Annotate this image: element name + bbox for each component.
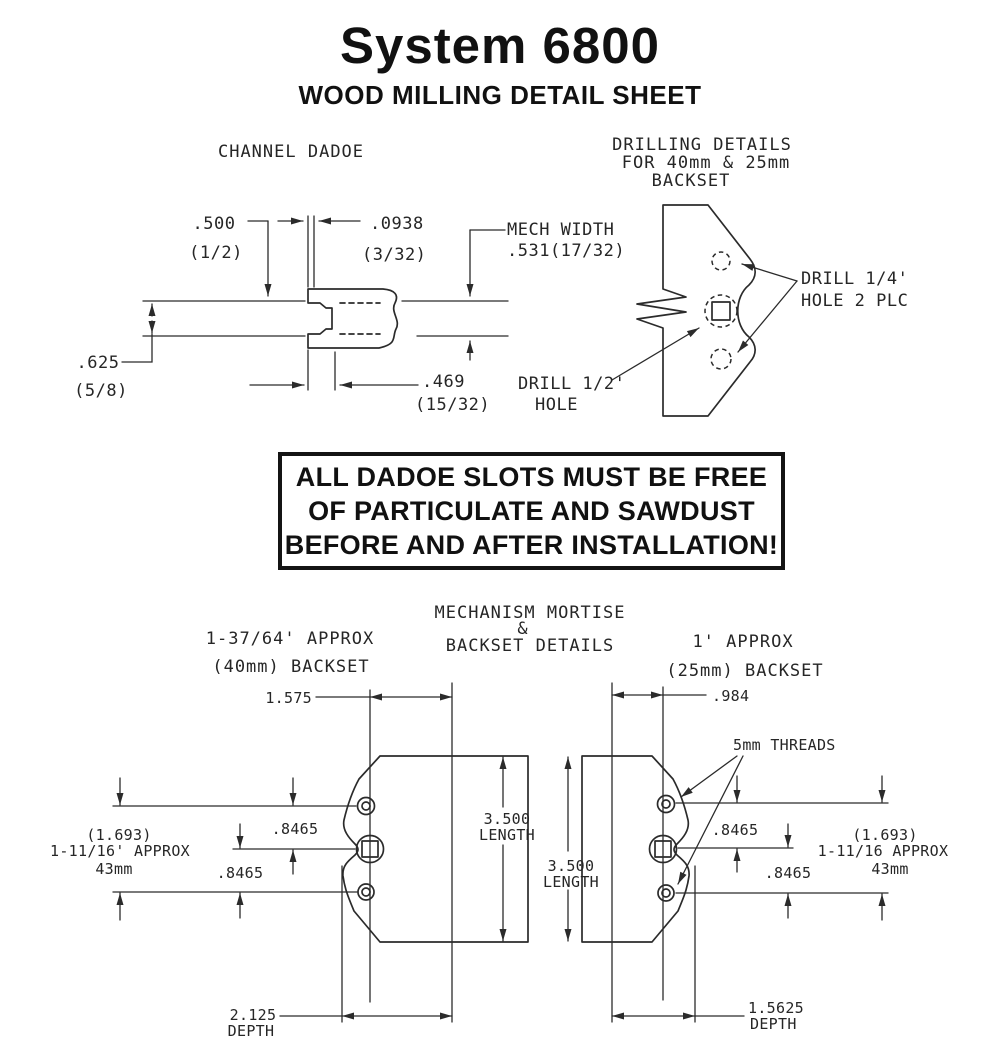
dim-spacing-bottom: .8465 xyxy=(216,864,264,882)
dim-channel-slot-frac: (3/32) xyxy=(362,245,427,265)
leader-arrow xyxy=(742,264,797,281)
mortise-section xyxy=(50,603,948,1040)
dim-channel-flange-frac: (15/32) xyxy=(415,395,491,415)
leader-arrow xyxy=(612,328,699,380)
dim-overall-approx: 1-11/16 APPROX xyxy=(817,842,949,860)
dim-length-value: 3.500 xyxy=(547,857,595,875)
drilling-title-line2: FOR 40mm & 25mm xyxy=(621,153,791,173)
right-backset-header-line1: 1' APPROX xyxy=(692,632,794,652)
dim-length-label: LENGTH xyxy=(543,873,599,891)
dim-backset-40mm: 1.575 xyxy=(265,689,312,707)
mortise-title-amp: & xyxy=(517,619,529,639)
dim-depth-value: 2.125 xyxy=(229,1006,277,1024)
dim-length-value: 3.500 xyxy=(483,810,531,828)
dim-spacing-top: .8465 xyxy=(711,821,759,839)
drilling-details-diagram xyxy=(518,135,908,416)
drilling-title-line3: BACKSET xyxy=(651,171,731,191)
half-hole-circle xyxy=(705,295,737,327)
dim-channel-slot: .0938 xyxy=(370,214,424,234)
dim-channel-height-frac: (5/8) xyxy=(74,381,128,401)
quarter-hole-top xyxy=(712,252,730,270)
label-drill-half-line2: HOLE xyxy=(535,395,578,415)
label-threads: 5mm THREADS xyxy=(733,736,836,754)
dim-overall-inches: (1.693) xyxy=(852,826,918,844)
label-mech-width: MECH WIDTH xyxy=(507,220,615,240)
dim-depth-value: 1.5625 xyxy=(748,999,804,1017)
leader-arrow xyxy=(738,281,797,352)
screw-hole-top xyxy=(358,798,375,815)
screw-hole-top xyxy=(658,796,675,813)
dim-channel-depth: .500 xyxy=(192,214,236,234)
page-subtitle: WOOD MILLING DETAIL SHEET xyxy=(298,80,702,110)
screw-hole-bottom xyxy=(658,885,674,901)
screw-hole-bottom-inner xyxy=(362,888,370,896)
spindle-square-hole xyxy=(712,302,730,320)
dim-overall-mm: 43mm xyxy=(871,860,909,878)
left-backset-header-line2: (40mm) BACKSET xyxy=(212,657,370,677)
channel-profile-outline xyxy=(308,289,397,348)
label-drill-half-line1: DRILL 1/2' xyxy=(518,374,626,394)
dim-mech-width-value: .531(17/32) xyxy=(507,241,626,261)
mortise-40mm-diagram xyxy=(50,683,535,1040)
dim-spacing-top: .8465 xyxy=(271,820,319,838)
dim-depth-label: DEPTH xyxy=(750,1015,797,1033)
leader-line xyxy=(122,334,152,362)
quarter-hole-bottom xyxy=(711,349,731,369)
dim-channel-flange: .469 xyxy=(422,372,465,392)
dim-depth-label: DEPTH xyxy=(227,1022,275,1040)
screw-hole-bottom xyxy=(358,884,374,900)
dim-channel-height: .625 xyxy=(76,353,120,373)
left-backset-header-line1: 1-37/64' APPROX xyxy=(205,629,375,649)
mortise-body-outline xyxy=(582,756,689,942)
mortise-25mm-diagram xyxy=(543,683,948,1033)
right-backset-header-line2: (25mm) BACKSET xyxy=(666,661,824,681)
screw-hole-top-inner xyxy=(362,802,370,810)
warning-box xyxy=(278,452,785,570)
mortise-title-line1: MECHANISM MORTISE xyxy=(434,603,626,623)
dim-overall-mm: 43mm xyxy=(95,860,133,878)
dim-backset-25mm: .984 xyxy=(712,687,750,705)
dim-overall-inches: (1.693) xyxy=(86,826,152,844)
warning-line-1: ALL DADOE SLOTS MUST BE FREE xyxy=(295,462,768,492)
label-drill-quarter-line1: DRILL 1/4' xyxy=(801,269,909,289)
drilling-title-line1: DRILLING DETAILS xyxy=(612,135,792,155)
dim-overall-approx: 1-11/16' APPROX xyxy=(50,842,190,860)
dim-spacing-bottom: .8465 xyxy=(764,864,812,882)
leader-arrow xyxy=(681,756,737,797)
mortise-title-line2: BACKSET DETAILS xyxy=(445,636,615,656)
label-drill-quarter-line2: HOLE 2 PLC xyxy=(801,291,909,311)
warning-line-2: OF PARTICULATE AND SAWDUST xyxy=(308,496,755,526)
dim-length-label: LENGTH xyxy=(479,826,535,844)
warning-line-3: BEFORE AND AFTER INSTALLATION! xyxy=(284,530,779,560)
channel-dadoe-title: CHANNEL DADOE xyxy=(217,142,365,162)
mortise-body-outline xyxy=(343,756,528,942)
page-title: System 6800 xyxy=(339,17,661,74)
dim-channel-depth-frac: (1/2) xyxy=(189,243,243,263)
